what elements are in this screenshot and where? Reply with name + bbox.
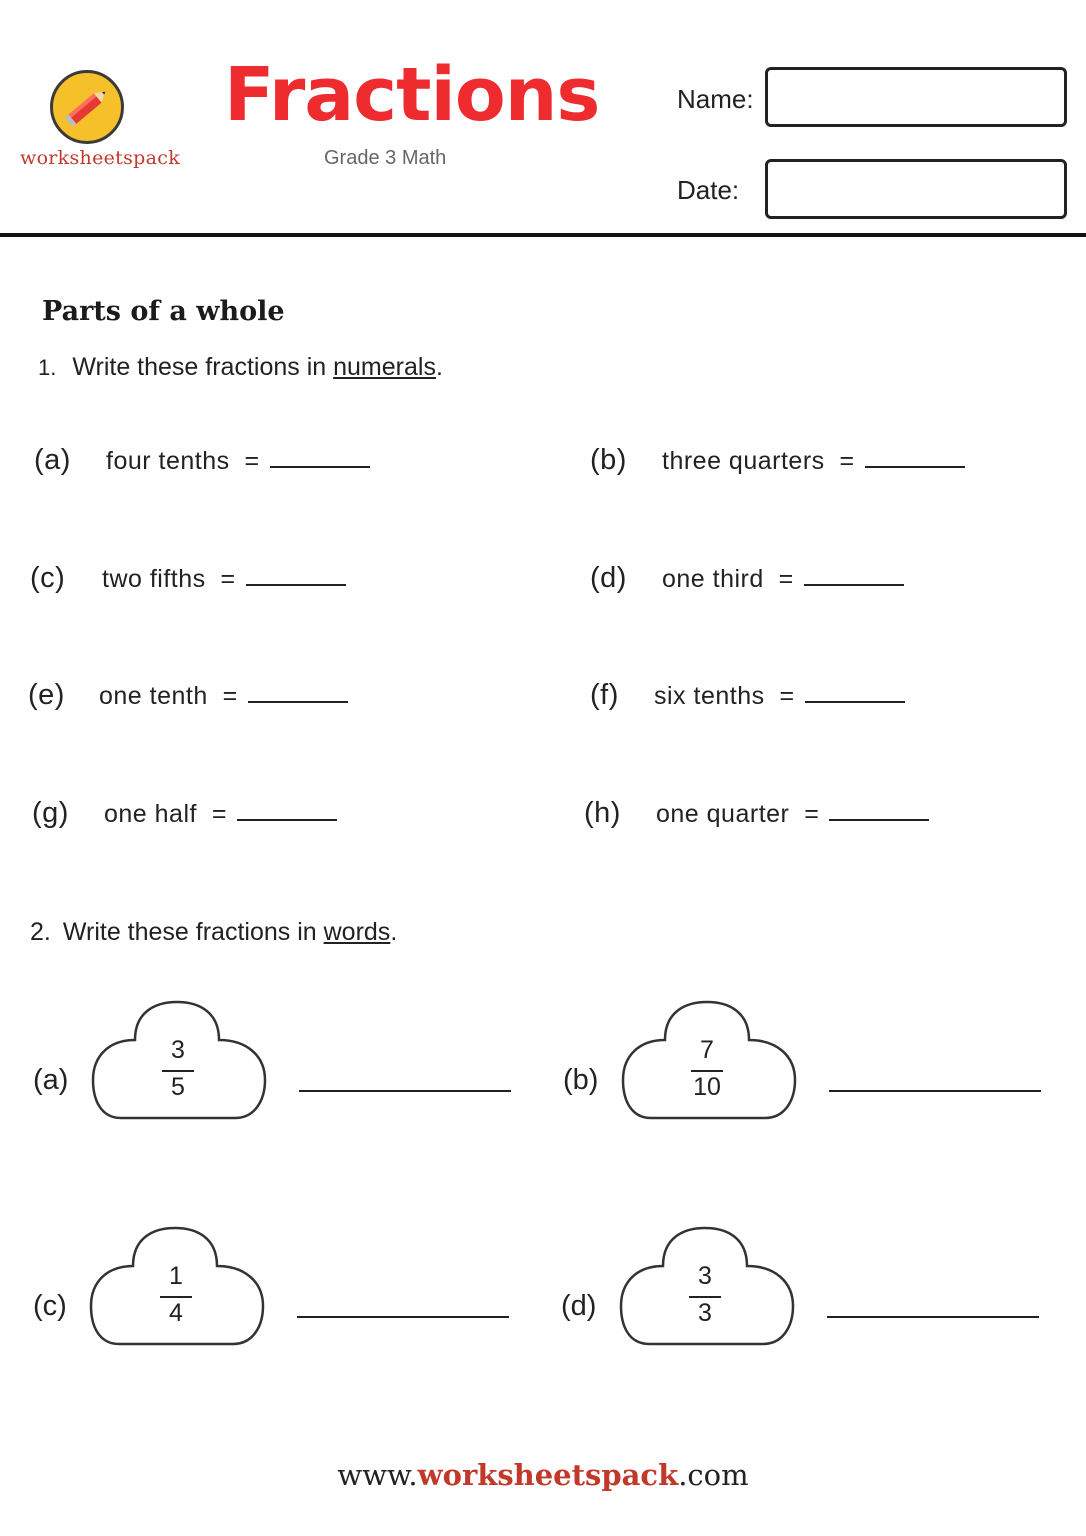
answer-blank[interactable]: [805, 700, 905, 703]
fraction-bar: [689, 1296, 721, 1298]
numerator: 3: [698, 1262, 712, 1290]
item-letter: (b): [563, 1064, 599, 1096]
fraction-bar: [160, 1296, 192, 1298]
q1-item-d: [590, 562, 904, 595]
item-letter: (d): [561, 1290, 597, 1322]
name-label: Name:: [677, 84, 754, 114]
q2-item-b: [563, 1000, 1083, 1130]
pencil-icon: [53, 73, 121, 141]
answer-blank[interactable]: [270, 465, 370, 468]
q1-item-g: [32, 797, 337, 830]
denominator: 10: [693, 1073, 721, 1101]
footer-prefix: www.: [337, 1458, 418, 1492]
q2-item-a: [33, 1000, 553, 1130]
instruction-end: .: [390, 918, 398, 946]
instruction-keyword: words: [323, 918, 391, 946]
answer-line[interactable]: [297, 1316, 509, 1318]
item-letter: (f): [590, 679, 619, 711]
fraction-bar: [162, 1070, 194, 1072]
q2-item-d: [561, 1226, 1081, 1356]
date-label: Date:: [677, 175, 740, 205]
instruction-text: Write these fractions in: [72, 353, 334, 381]
q1-item-a: [34, 444, 370, 477]
logo-icon: [50, 70, 124, 144]
q1-item-b: [590, 444, 965, 477]
denominator: 3: [698, 1299, 712, 1327]
item-text: one quarter =: [656, 800, 820, 828]
logo-text: worksheetspack: [20, 147, 181, 169]
answer-blank[interactable]: [248, 700, 348, 703]
question-1-instruction: [38, 353, 443, 382]
item-letter: (d): [590, 562, 627, 594]
q2-item-c: [33, 1226, 553, 1356]
q1-item-h: [584, 797, 929, 830]
question-number: 2.: [30, 918, 51, 946]
item-text: four tenths =: [106, 447, 260, 475]
item-text: one third =: [662, 565, 794, 593]
item-letter: (b): [590, 444, 627, 476]
footer-suffix: .com: [678, 1458, 749, 1492]
instruction-end: .: [435, 353, 443, 381]
answer-blank[interactable]: [865, 465, 965, 468]
item-letter: (a): [33, 1064, 69, 1096]
denominator: 5: [171, 1073, 185, 1101]
denominator: 4: [169, 1299, 183, 1327]
item-letter: (e): [28, 679, 65, 711]
section-title: Parts of a whole: [42, 296, 285, 327]
item-letter: (a): [34, 444, 71, 476]
numerator: 7: [700, 1036, 714, 1064]
header-divider: [0, 233, 1086, 237]
question-number: 1.: [38, 355, 57, 380]
answer-line[interactable]: [299, 1090, 511, 1092]
item-text: six tenths =: [654, 682, 795, 710]
page-subtitle: Grade 3 Math: [324, 147, 447, 169]
q1-item-c: [30, 562, 346, 595]
page-title: Fractions: [224, 52, 600, 138]
q1-item-f: [590, 679, 905, 712]
name-field[interactable]: [765, 67, 1067, 127]
item-letter: (g): [32, 797, 69, 829]
item-text: two fifths =: [102, 565, 236, 593]
answer-blank[interactable]: [804, 583, 904, 586]
answer-blank[interactable]: [829, 818, 929, 821]
fraction-bar: [691, 1070, 723, 1072]
footer-url[interactable]: [0, 1458, 1086, 1492]
item-letter: (h): [584, 797, 621, 829]
item-text: one half =: [104, 800, 227, 828]
item-text: three quarters =: [662, 447, 855, 475]
answer-blank[interactable]: [246, 583, 346, 586]
date-field[interactable]: [765, 159, 1067, 219]
answer-line[interactable]: [829, 1090, 1041, 1092]
instruction-keyword: numerals: [333, 353, 436, 381]
item-text: one tenth =: [99, 682, 238, 710]
answer-blank[interactable]: [237, 818, 337, 821]
item-letter: (c): [30, 562, 66, 594]
instruction-text: Write these fractions in: [62, 918, 324, 946]
numerator: 3: [171, 1036, 185, 1064]
footer-brand: worksheetspack: [417, 1458, 679, 1492]
question-2-instruction: [30, 918, 397, 947]
q1-item-e: [28, 679, 348, 712]
answer-line[interactable]: [827, 1316, 1039, 1318]
item-letter: (c): [33, 1290, 67, 1322]
numerator: 1: [169, 1262, 183, 1290]
